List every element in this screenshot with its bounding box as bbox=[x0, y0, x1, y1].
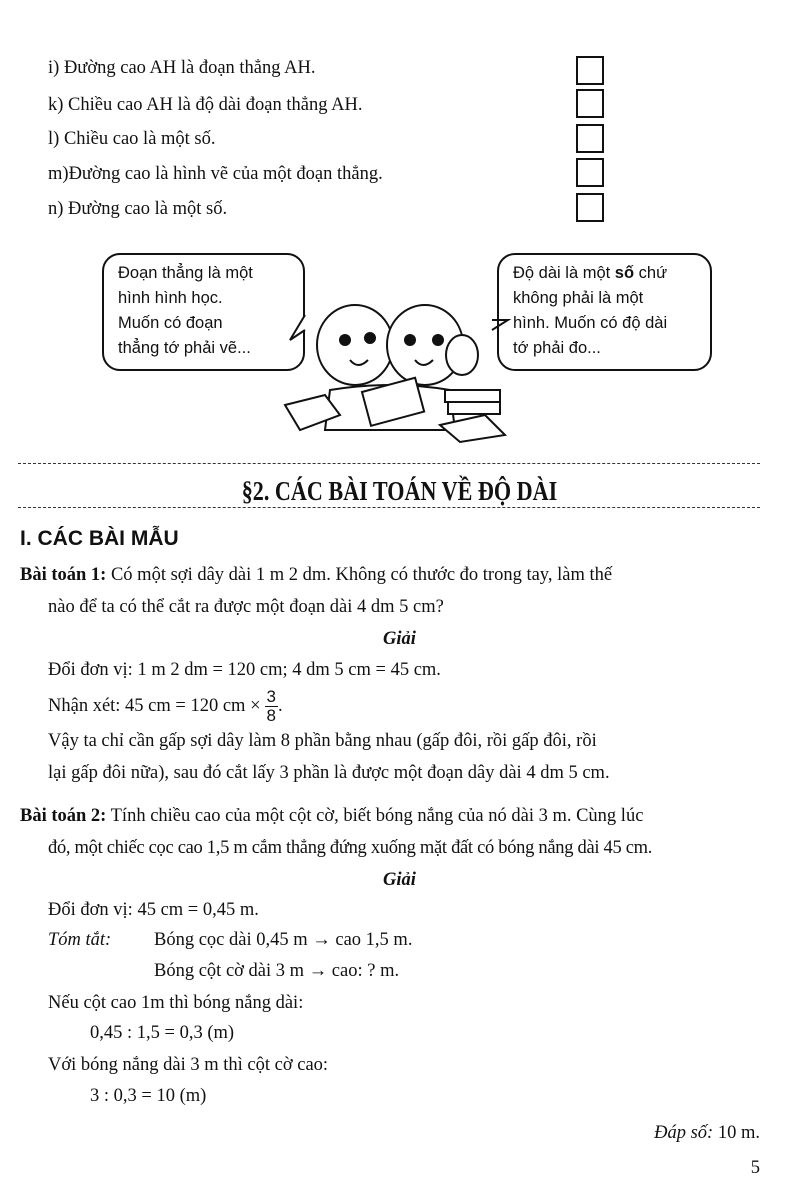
children-reading-illustration bbox=[280, 290, 520, 445]
checkbox[interactable] bbox=[576, 124, 604, 153]
bubble-line: Muốn có đoạn bbox=[118, 314, 223, 332]
summary-label: Tóm tắt: bbox=[48, 930, 112, 950]
fraction: $\frac{3}{8}$ bbox=[266, 687, 276, 725]
item-n: n) Đường cao là một số. bbox=[48, 199, 228, 219]
checkbox[interactable] bbox=[576, 158, 604, 187]
bubble-line: hình hình học. bbox=[118, 289, 223, 307]
divider bbox=[18, 507, 760, 508]
conversion: Đổi đơn vị: 45 cm = 0,45 m. bbox=[48, 900, 259, 920]
checkbox[interactable] bbox=[576, 193, 604, 222]
problem-2-line-1: Bài toán 2: Tính chiều cao của một cột cờ, biết bóng nắng của nó dài 3 m. Cùng lúc bbox=[20, 806, 644, 826]
bubble-line: không phải là một bbox=[513, 289, 644, 307]
solution-heading: Giải bbox=[383, 629, 416, 649]
step-1: Nếu cột cao 1m thì bóng nắng dài: bbox=[48, 993, 304, 1013]
summary-line-2: Bóng cột cờ dài 3 m → cao: ? m. bbox=[154, 961, 400, 981]
item-i: i) Đường cao AH là đoạn thẳng AH. bbox=[48, 58, 316, 78]
solution-heading: Giải bbox=[383, 870, 416, 890]
bubble-line: thẳng tớ phải vẽ... bbox=[118, 339, 251, 357]
remark: Nhận xét: 45 cm = 120 cm × $\frac{3}{8}$ . bbox=[48, 687, 283, 725]
equation-2: 3 : 0,3 = 10 (m) bbox=[90, 1086, 207, 1106]
checkbox[interactable] bbox=[576, 89, 604, 118]
bubble-line: Độ dài là một số chứ bbox=[513, 264, 668, 282]
conclusion-line-1: Vậy ta chỉ cần gấp sợi dây làm 8 phần bằng nhau (gấp đôi, rồi gấp đôi, rồi bbox=[48, 731, 597, 751]
answer: Đáp số: 10 m. bbox=[654, 1123, 760, 1143]
page-number: 5 bbox=[750, 1158, 760, 1178]
equation-1: 0,45 : 1,5 = 0,3 (m) bbox=[90, 1023, 235, 1043]
conclusion-line-2: lại gấp đôi nữa), sau đó cắt lấy 3 phần là được một đoạn dây dài 4 dm 5 cm. bbox=[48, 763, 610, 783]
bubble-line: tớ phải đo... bbox=[513, 339, 601, 357]
problem-1-line-2: nào để ta có thể cắt ra được một đoạn dài 4 dm 5 cm? bbox=[48, 597, 444, 617]
subsection-heading: I. CÁC BÀI MẪU bbox=[20, 527, 179, 550]
divider bbox=[18, 463, 760, 464]
conversion: Đổi đơn vị: 1 m 2 dm = 120 cm; 4 dm 5 cm = 45 cm. bbox=[48, 660, 441, 680]
bubble-line: Đoạn thẳng là một bbox=[118, 264, 253, 282]
bubble-line: hình. Muốn có độ dài bbox=[513, 314, 668, 332]
item-l: l) Chiều cao là một số. bbox=[48, 129, 216, 149]
speech-bubble-right bbox=[497, 253, 712, 371]
checkbox[interactable] bbox=[576, 56, 604, 85]
item-m: m)Đường cao là hình vẽ của một đoạn thẳng. bbox=[48, 164, 383, 184]
section-title: §2. CÁC BÀI TOÁN VỀ ĐỘ DÀI bbox=[241, 476, 558, 506]
step-2: Với bóng nắng dài 3 m thì cột cờ cao: bbox=[48, 1055, 329, 1075]
speech-bubble-left bbox=[102, 253, 305, 371]
problem-2-line-2: đó, một chiếc cọc cao 1,5 m cắm thẳng đứng xuống mặt đất có bóng nắng dài 45 cm. bbox=[48, 838, 653, 858]
item-k: k) Chiều cao AH là độ dài đoạn thẳng AH. bbox=[48, 95, 363, 115]
summary-line-1: Bóng cọc dài 0,45 m → cao 1,5 m. bbox=[154, 930, 413, 950]
problem-1-line-1: Bài toán 1: Có một sợi dây dài 1 m 2 dm. Không có thước đo trong tay, làm thế bbox=[20, 565, 613, 585]
